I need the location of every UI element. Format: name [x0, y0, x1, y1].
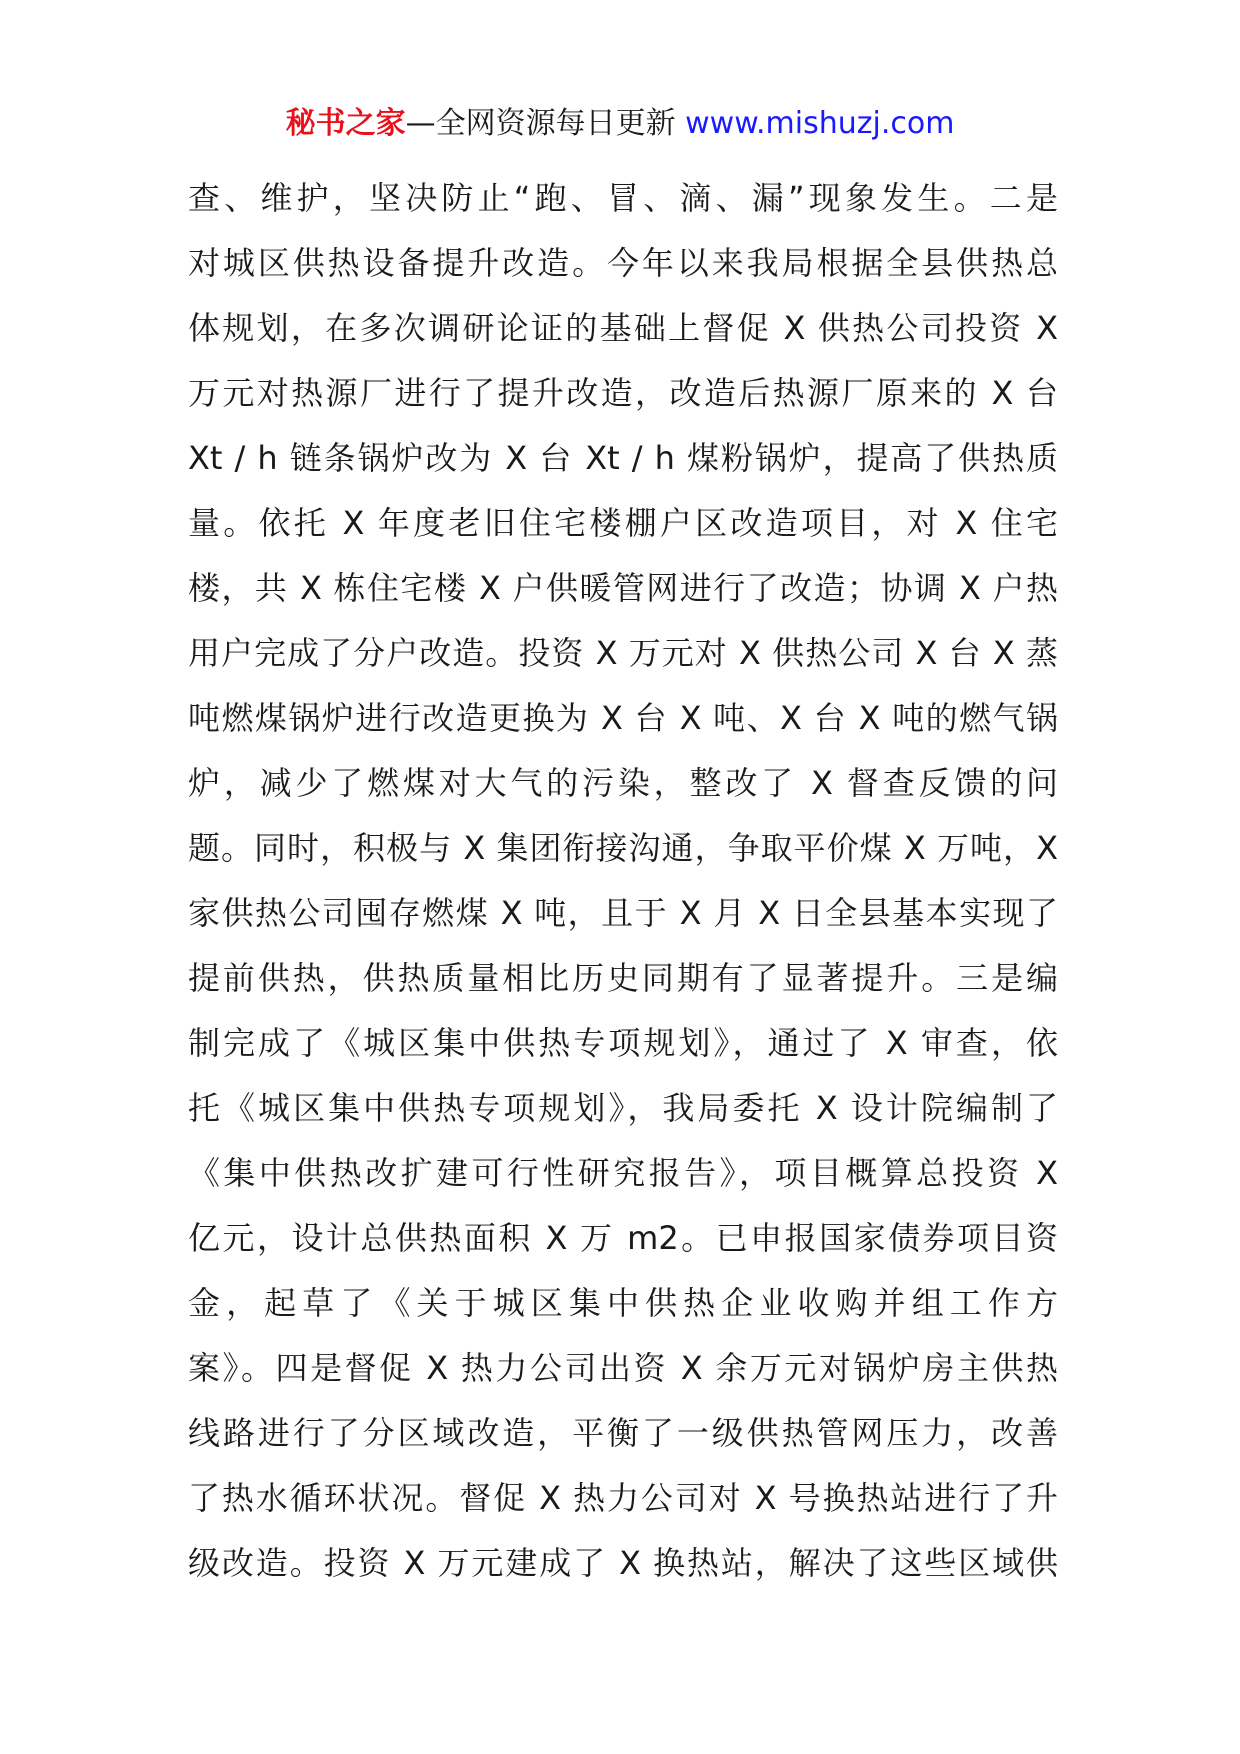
body-line: 制完成了《城区集中供热专项规划》，通过了 X 审查，依 — [188, 1024, 1058, 1062]
body-line: 线路进行了分区域改造，平衡了一级供热管网压力，改善 — [188, 1414, 1058, 1452]
body-line: 体规划，在多次调研论证的基础上督促 X 供热公司投资 X — [188, 309, 1058, 347]
document-body — [188, 166, 1058, 1596]
body-line: 亿元，设计总供热面积 X 万 m2。已申报国家债券项目资 — [188, 1219, 1058, 1257]
body-line: 万元对热源厂进行了提升改造，改造后热源厂原来的 X 台 — [188, 374, 1058, 412]
body-line: 托《城区集中供热专项规划》，我局委托 X 设计院编制了 — [188, 1089, 1058, 1127]
site-brand: 秘书之家 — [285, 106, 406, 141]
body-line: 炉，减少了燃煤对大气的污染，整改了 X 督查反馈的问 — [188, 764, 1058, 802]
body-line: 级改造。投资 X 万元建成了 X 换热站，解决了这些区域供 — [188, 1544, 1058, 1582]
body-line: 金，起草了《关于城区集中供热企业收购并组工作方 — [188, 1284, 1058, 1322]
body-line: 楼，共 X 栋住宅楼 X 户供暖管网进行了改造；协调 X 户热 — [188, 569, 1058, 607]
body-line: 吨燃煤锅炉进行改造更换为 X 台 X 吨、X 台 X 吨的燃气锅 — [188, 699, 1058, 737]
body-line: 《集中供热改扩建可行性研究报告》，项目概算总投资 X — [188, 1154, 1058, 1192]
site-tagline: —全网资源每日更新 — [405, 106, 676, 141]
body-line: 查、维护，坚决防止“跑、冒、滴、漏”现象发生。二是 — [188, 179, 1058, 217]
page-header — [0, 104, 1240, 144]
body-line: 用户完成了分户改造。投资 X 万元对 X 供热公司 X 台 X 蒸 — [188, 634, 1058, 672]
body-line: 题。同时，积极与 X 集团衔接沟通，争取平价煤 X 万吨，X — [188, 829, 1058, 867]
body-line: 提前供热，供热质量相比历史同期有了显著提升。三是编 — [188, 959, 1058, 997]
body-line: 量。依托 X 年度老旧住宅楼棚户区改造项目，对 X 住宅 — [188, 504, 1058, 542]
site-url-link[interactable]: www.mishuzj.com — [685, 106, 955, 141]
body-line: 案》。四是督促 X 热力公司出资 X 余万元对锅炉房主供热 — [188, 1349, 1058, 1387]
body-line: 家供热公司囤存燃煤 X 吨，且于 X 月 X 日全县基本实现了 — [188, 894, 1058, 932]
body-line: 了热水循环状况。督促 X 热力公司对 X 号换热站进行了升 — [188, 1479, 1058, 1517]
body-line: Xt / h 链条锅炉改为 X 台 Xt / h 煤粉锅炉，提高了供热质 — [188, 439, 1058, 477]
body-line: 对城区供热设备提升改造。今年以来我局根据全县供热总 — [188, 244, 1058, 282]
